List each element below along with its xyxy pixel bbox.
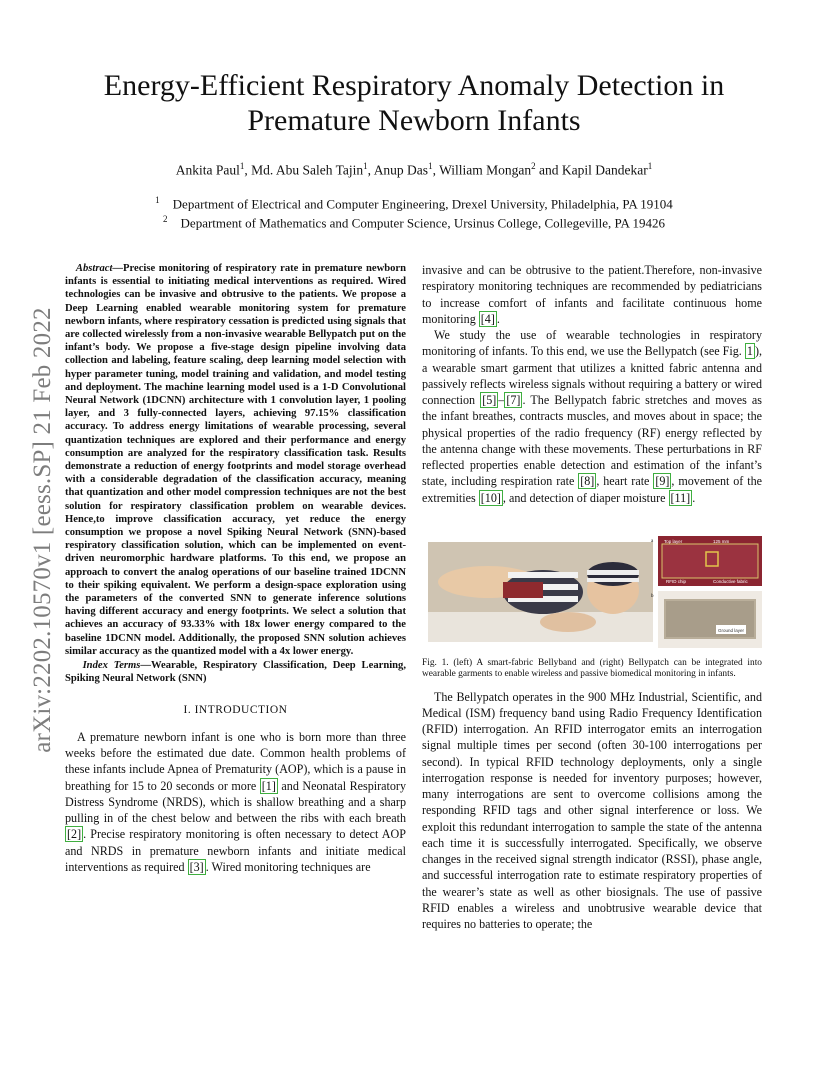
- author-list: Ankita Paul$^1$, Md. Abu Saleh Tajin$^1$, Anup Das$^1$, William Mongan$^2$ and Kapil Dandekar$^1$: [175, 161, 653, 178]
- figure-1: [422, 536, 762, 648]
- index-terms-lead: Index Terms: [82, 660, 141, 672]
- author-affiliation-mark: 2: [531, 161, 536, 171]
- label-ground-layer: Ground layer: [718, 627, 745, 633]
- panel-label-b: b: [651, 593, 654, 599]
- bellypatch-top-image: [658, 536, 762, 586]
- author-name: Anup Das: [373, 162, 429, 178]
- figure-1-caption: Fig. 1. (left) A smart-fabric Bellyband and (right) Bellypatch can be integrated into wearable garments to enable wireless and passive biomedical monitoring in infants.: [422, 657, 762, 680]
- bellypatch-ground-image: [658, 591, 762, 648]
- label-top-layer: Top layer: [664, 538, 683, 544]
- arxiv-sidebar: [18, 285, 68, 775]
- section-heading-introduction: I. INTRODUCTION: [183, 703, 288, 716]
- paragraph-bellypatch-operation: The Bellypatch operates in the 900 MHz Industrial, Scientific, and Medical (ISM) frequency band using Radio Frequency Identification (RFID) interrogation. An RFID interrogator emits an interrogation signal multiple times per second (often 30-100 interrogations per second). In typical RFID technology deployments, only a single interrogation response is needed for inventory purposes; however, many interrogations are sent to overcome collisions among the responding RFID tags and other signal interference or loss. We exploit this redundant interrogation to sample the state of the antenna each time it is successfully interrogated. Specifically, we observe changes in the received signal strength indicator (RSSI), phase angle, and successful interrogation rate to estimate respiratory properties of the wearer’s state as well as other biosignals. The use of passive RFID enables a wireless and unobtrusive wearable device that requires no batteries to operate; the: [422, 689, 762, 932]
- title-line-2: Premature Newborn Infants: [247, 104, 581, 137]
- citation-link[interactable]: [8]: [580, 474, 595, 489]
- citation-link[interactable]: [2]: [67, 827, 82, 842]
- label-size: 125 mm: [713, 538, 730, 544]
- citation-link[interactable]: [11]: [670, 490, 691, 505]
- citation-link[interactable]: [1]: [261, 778, 276, 793]
- bellypatch-top-layer-photo: [658, 536, 762, 586]
- infant-mannequin-image: [428, 542, 653, 642]
- right-column: [422, 262, 762, 932]
- abstract-lead: Abstract: [75, 263, 113, 274]
- left-column: [65, 262, 406, 875]
- citation-link[interactable]: [4]: [480, 311, 495, 326]
- author-affiliation-mark: 1: [428, 161, 433, 171]
- affiliation-1-number: 1: [155, 195, 160, 205]
- author-name: Md. Abu Saleh Tajin: [251, 162, 364, 178]
- author-name: Kapil Dandekar: [561, 162, 648, 178]
- affiliation-2-text: Department of Mathematics and Computer Science, Ursinus College, Collegeville, PA 19426: [180, 215, 665, 231]
- affiliation-2-number: 2: [163, 214, 168, 224]
- author-affiliation-mark: 1: [647, 161, 653, 171]
- author-name: William Mongan: [439, 162, 532, 178]
- paper-title: [60, 68, 768, 138]
- citation-link[interactable]: [10]: [480, 490, 501, 505]
- label-rfid-chip: RFID chip: [666, 578, 687, 584]
- panel-label-a: a: [651, 538, 654, 544]
- affiliation-2: [60, 214, 768, 231]
- author-name: Ankita Paul: [175, 162, 240, 178]
- index-terms-text: —Wearable, Respiratory Classification, Deep Learning, Spiking Neural Network (SNN): [65, 660, 406, 685]
- citation-link[interactable]: [3]: [189, 859, 204, 874]
- paragraph-continuation: invasive and can be obtrusive to the patient.Therefore, non-invasive respiratory monitoring techniques are recommended by pediatricians to increase comfort of infants and facilitate continuous home monitoring [4] .: [422, 263, 762, 326]
- intro-paragraph-1: A premature newborn infant is one who is born more than three weeks before the estimated due date. Common health problems of these infants include Apnea of Prematurity (AOP), which is a pause in breathing for 15 to 20 seconds or more [1] and Neonatal Respiratory Distress Syndrome (NRDS), which is shallow breathing and a sharp pulling in of the chest below and between the ribs with each breath [2] . Precise respiratory monitoring is often necessary to detect AOP and NRDS in premature newborn infants and initiate medical interventions as required [3] . Wired monitoring techniques are: [65, 729, 406, 874]
- citation-link[interactable]: [9]: [655, 474, 670, 489]
- author-affiliation-mark: 1: [363, 161, 368, 171]
- affiliation-1: [60, 195, 768, 212]
- bellyband-photo: [428, 542, 653, 642]
- label-conductive-fabric: Conductive fabric: [713, 578, 748, 584]
- abstract-text: —Precise monitoring of respiratory rate in premature newborn infants is essential to initiating medical interventions as required. Wired technologies can be invasive and obtrusive to the patients. We propose a Deep Learning enabled wearable monitoring system for premature newborn infants, where respiratory cessation is predicted using signals that are collected wirelessly from a non-invasive wearable Bellypatch put on the infant’s body. We propose a five-stage design pipeline involving data collection and labeling, feature scaling, deep learning model selection with hyper parameter tuning, model training and validation, and model testing and deployment. The machine learning model used is a 1-D Convolutional Neural Network (1DCNN) architecture with 1 convolution layer, 1 pooling layer, and 3 fully-connected layers, achieving 97.15% classification accuracy. To address energy limitations of wearable processing, several quantization techniques are explored and their performance and energy consumption are analyzed for the respiratory classification task. Results demonstrate a reduction of energy footprints and model storage overhead with a considerable degradation of the classification accuracy, meaning that quantization and other model compression techniques are not the best solution for respiratory classification problem on wearable devices. Hence,to improve classification accuracy, yet reduce the energy consumption we propose a novel Spiking Neural Network (SNN)-based respiratory classification solution, which can be implemented on event-driven neuromorphic hardware platforms. To this end, we propose an approach to convert the analog operations of our baseline trained 1DCNN to their spiking equivalent. We perform a design-space exploration using the parameters of the converted SNN to generate inference solutions having different accuracy and energy footprints. We select a solution that achieves an accuracy of 93.33% with 18x lower energy compared to the baseline 1DCNN model. Additionally, the proposed SNN solution achieves similar accuracy as the quantized model with a 4x lower energy.: [65, 263, 407, 657]
- title-line-1: Energy-Efficient Respiratory Anomaly Detection in: [103, 69, 725, 102]
- paragraph-bellypatch: We study the use of wearable technologies in respiratory monitoring of infants. To this end, we use the Bellypatch (see Fig. 1 ), a wearable smart garment that utilizes a knitted fabric antenna and passively reflects wireless signals without requiring a battery or wired connection [5] – [7] . The Bellypatch fabric stretches and moves as the infant breathes, contracts muscles, and moves about in space; the physical properties of the radio frequency (RF) energy reflected by the antenna change with these movements. These perturbations in RF reflected properties enable detection and estimation of the infant’s state, including respiration rate [8] , heart rate [9] , movement of the extremities [10] , and detection of diaper moisture [11] .: [422, 328, 763, 505]
- citation-link[interactable]: [7]: [506, 393, 521, 407]
- author-affiliation-mark: 1: [239, 161, 245, 171]
- affiliation-1-text: Department of Electrical and Computer Engineering, Drexel University, Philadelphia, PA 19104: [172, 196, 673, 212]
- arxiv-identifier: arXiv:2202.10570v1 [eess.SP] 21 Feb 2022: [29, 307, 56, 753]
- bellypatch-ground-layer-photo: [658, 591, 762, 648]
- index-terms: [65, 659, 406, 685]
- figure-link[interactable]: 1: [746, 344, 753, 359]
- abstract: [65, 262, 406, 658]
- citation-link[interactable]: [5]: [482, 393, 497, 407]
